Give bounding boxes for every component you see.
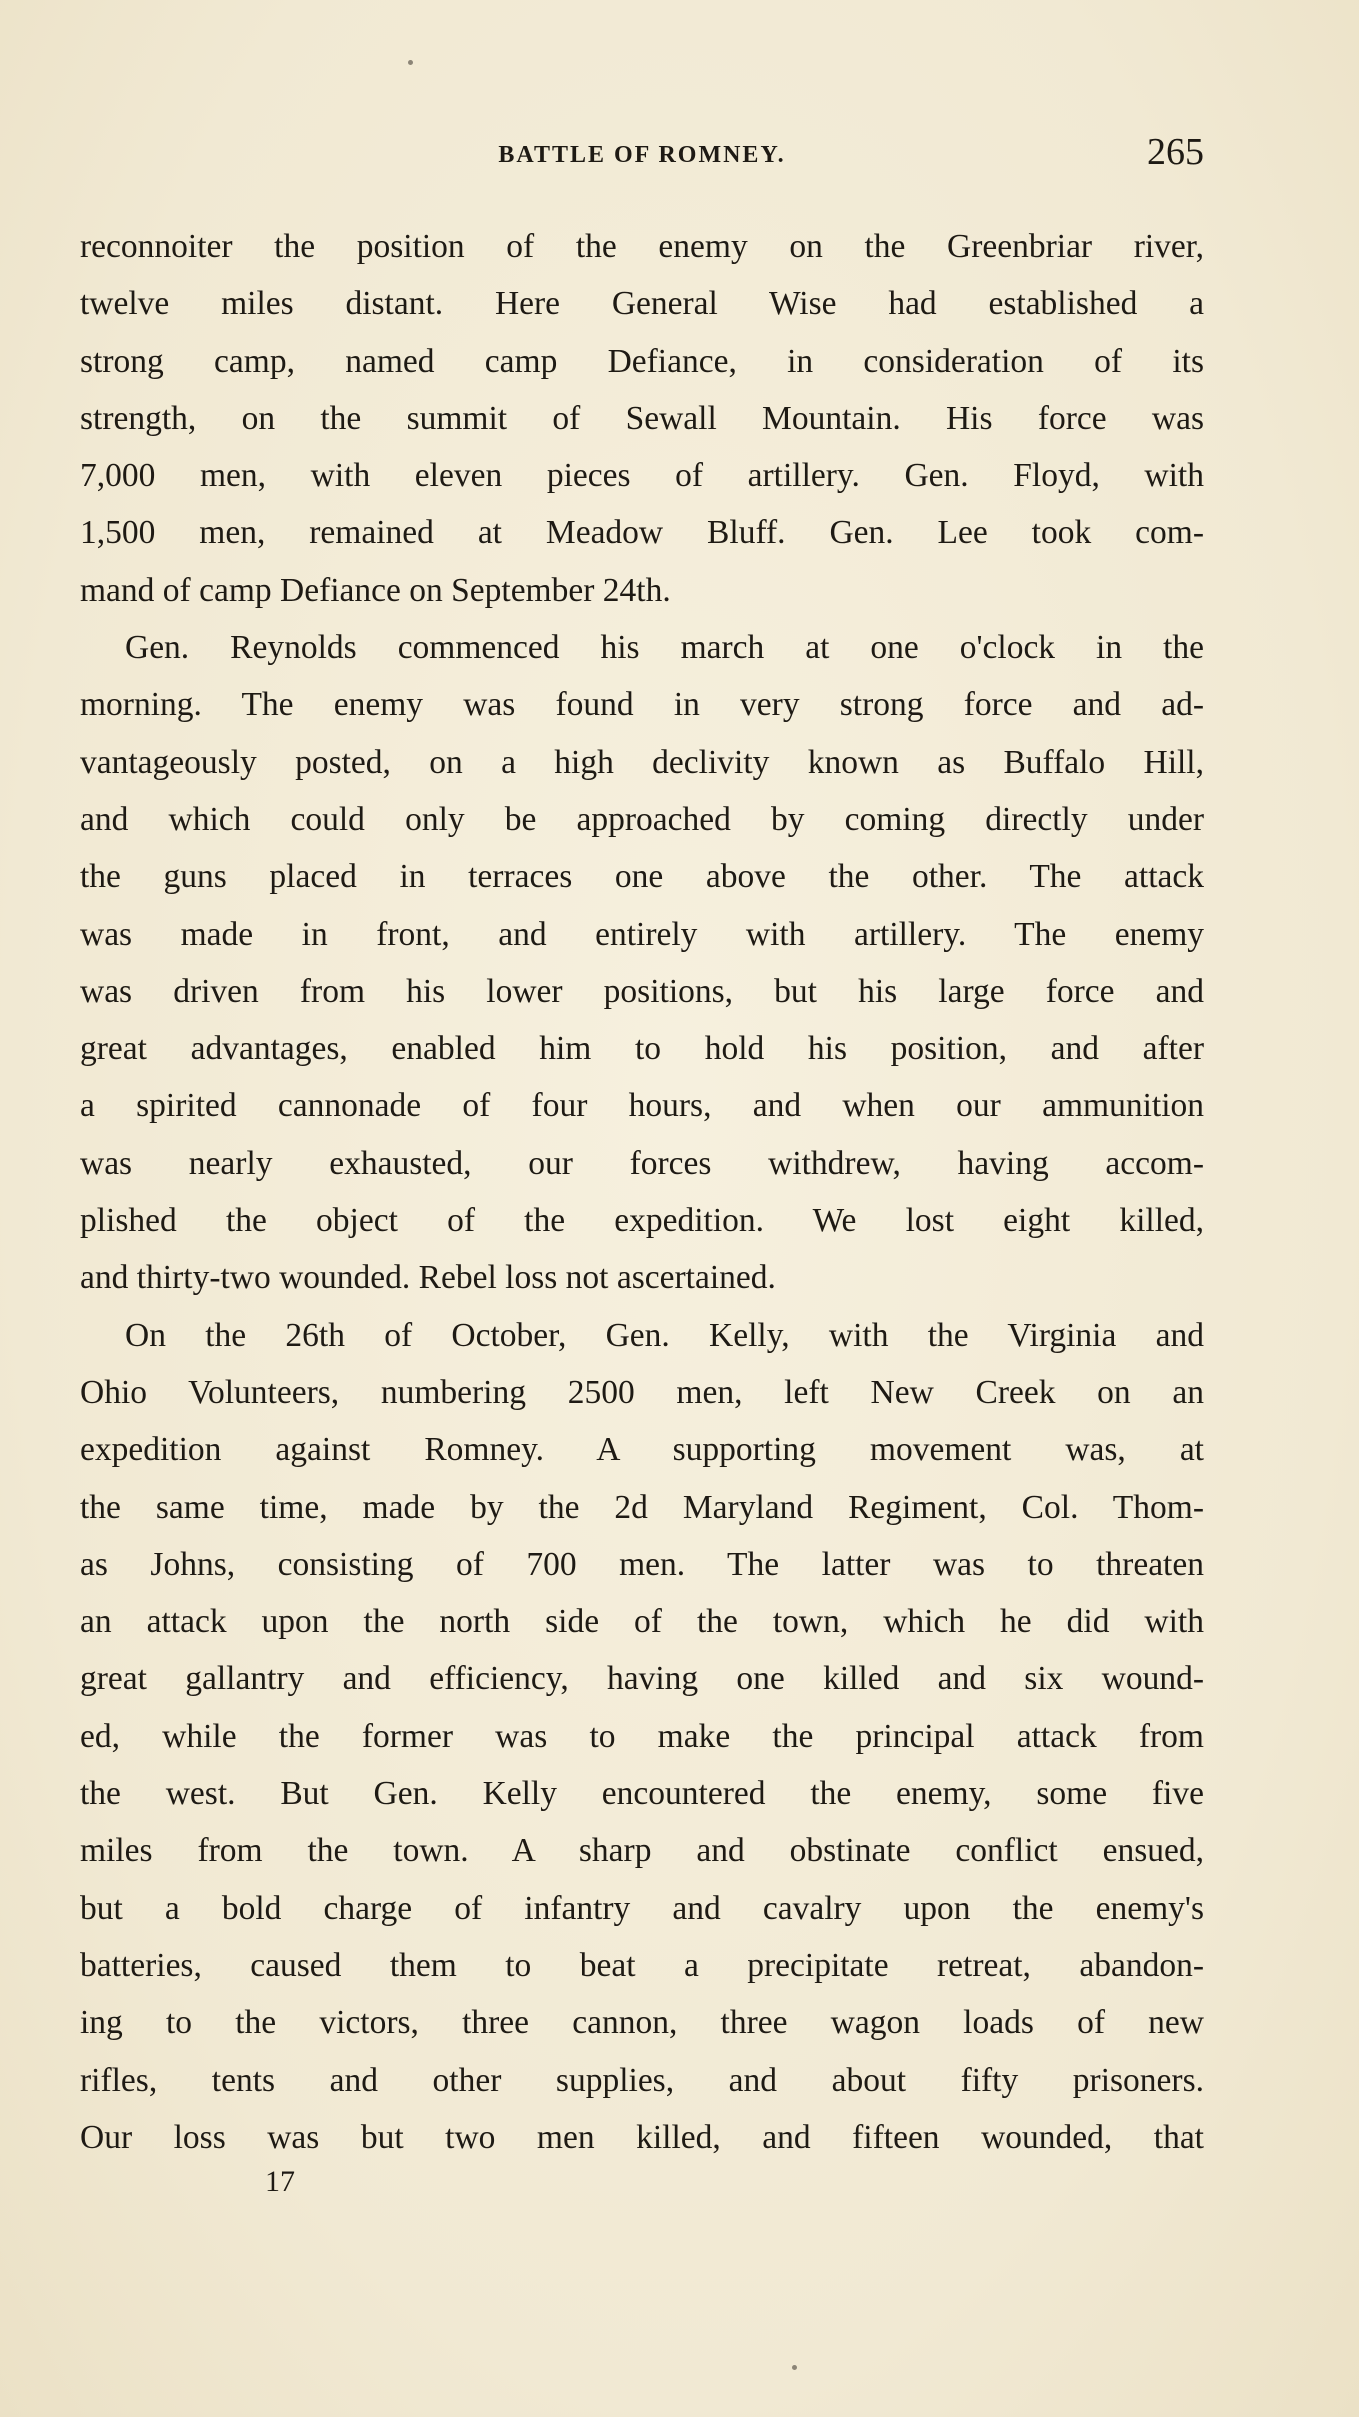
text-line: plished the object of the expedition. We lost eight killed, xyxy=(80,1202,1204,1240)
text-line: but a bold charge of infantry and cavalry upon the enemy's xyxy=(80,1889,1204,1927)
text-line: great gallantry and efficiency, having one killed and six wound- xyxy=(80,1660,1204,1698)
signature-mark: 17 xyxy=(265,2165,295,2198)
text-line: the west. But Gen. Kelly encountered the enemy, some five xyxy=(80,1775,1204,1813)
body-text xyxy=(80,218,1204,2166)
text-line: and which could only be approached by coming directly under xyxy=(80,800,1204,838)
paragraph-start-line: Gen. Reynolds commenced his march at one o'clock in the xyxy=(125,629,1204,667)
page-number: 265 xyxy=(1147,131,1204,173)
text-line: expedition against Romney. A supporting movement was, at xyxy=(80,1431,1204,1469)
text-line: was nearly exhausted, our forces withdrew, having accom- xyxy=(80,1144,1204,1182)
text-line: a spirited cannonade of four hours, and when our ammunition xyxy=(80,1087,1204,1125)
running-head: BATTLE OF ROMNEY. xyxy=(498,142,786,168)
text-line: great advantages, enabled him to hold his position, and after xyxy=(80,1030,1204,1068)
paper-speck xyxy=(408,60,413,65)
text-line: Ohio Volunteers, numbering 2500 men, left New Creek on an xyxy=(80,1373,1204,1411)
text-line: as Johns, consisting of 700 men. The latter was to threaten xyxy=(80,1545,1204,1583)
text-line: strong camp, named camp Defiance, in consideration of its xyxy=(80,342,1204,380)
paper-speck xyxy=(792,2365,797,2370)
text-line: an attack upon the north side of the town, which he did with xyxy=(80,1603,1204,1641)
text-line: Our loss was but two men killed, and fifteen wounded, that xyxy=(80,2118,1204,2156)
page-header xyxy=(80,130,1204,190)
text-line: ing to the victors, three cannon, three wagon loads of new xyxy=(80,2004,1204,2042)
text-line: mand of camp Defiance on September 24th. xyxy=(80,571,671,609)
text-line: vantageously posted, on a high declivity known as Buffalo Hill, xyxy=(80,743,1204,781)
text-line: twelve miles distant. Here General Wise had established a xyxy=(80,285,1204,323)
text-line: 7,000 men, with eleven pieces of artillery. Gen. Floyd, with xyxy=(80,457,1204,495)
text-line: and thirty-two wounded. Rebel loss not ascertained. xyxy=(80,1259,776,1297)
text-line: batteries, caused them to beat a precipitate retreat, abandon- xyxy=(80,1946,1204,1984)
text-line: ed, while the former was to make the principal attack from xyxy=(80,1717,1204,1755)
text-line: the same time, made by the 2d Maryland Regiment, Col. Thom- xyxy=(80,1488,1204,1526)
text-line: strength, on the summit of Sewall Mountain. His force was xyxy=(80,399,1204,437)
text-line: miles from the town. A sharp and obstinate conflict ensued, xyxy=(80,1832,1204,1870)
text-line: morning. The enemy was found in very strong force and ad- xyxy=(80,686,1204,724)
text-line: reconnoiter the position of the enemy on the Greenbriar river, xyxy=(80,228,1204,265)
text-line: was driven from his lower positions, but his large force and xyxy=(80,972,1204,1010)
text-line: rifles, tents and other supplies, and about fifty prisoners. xyxy=(80,2061,1204,2099)
text-line: 1,500 men, remained at Meadow Bluff. Gen. Lee took com- xyxy=(80,514,1204,552)
text-line: was made in front, and entirely with artillery. The enemy xyxy=(80,915,1204,953)
paragraph-start-line: On the 26th of October, Gen. Kelly, with the Virginia and xyxy=(125,1316,1204,1354)
text-line: the guns placed in terraces one above the other. The attack xyxy=(80,858,1204,896)
